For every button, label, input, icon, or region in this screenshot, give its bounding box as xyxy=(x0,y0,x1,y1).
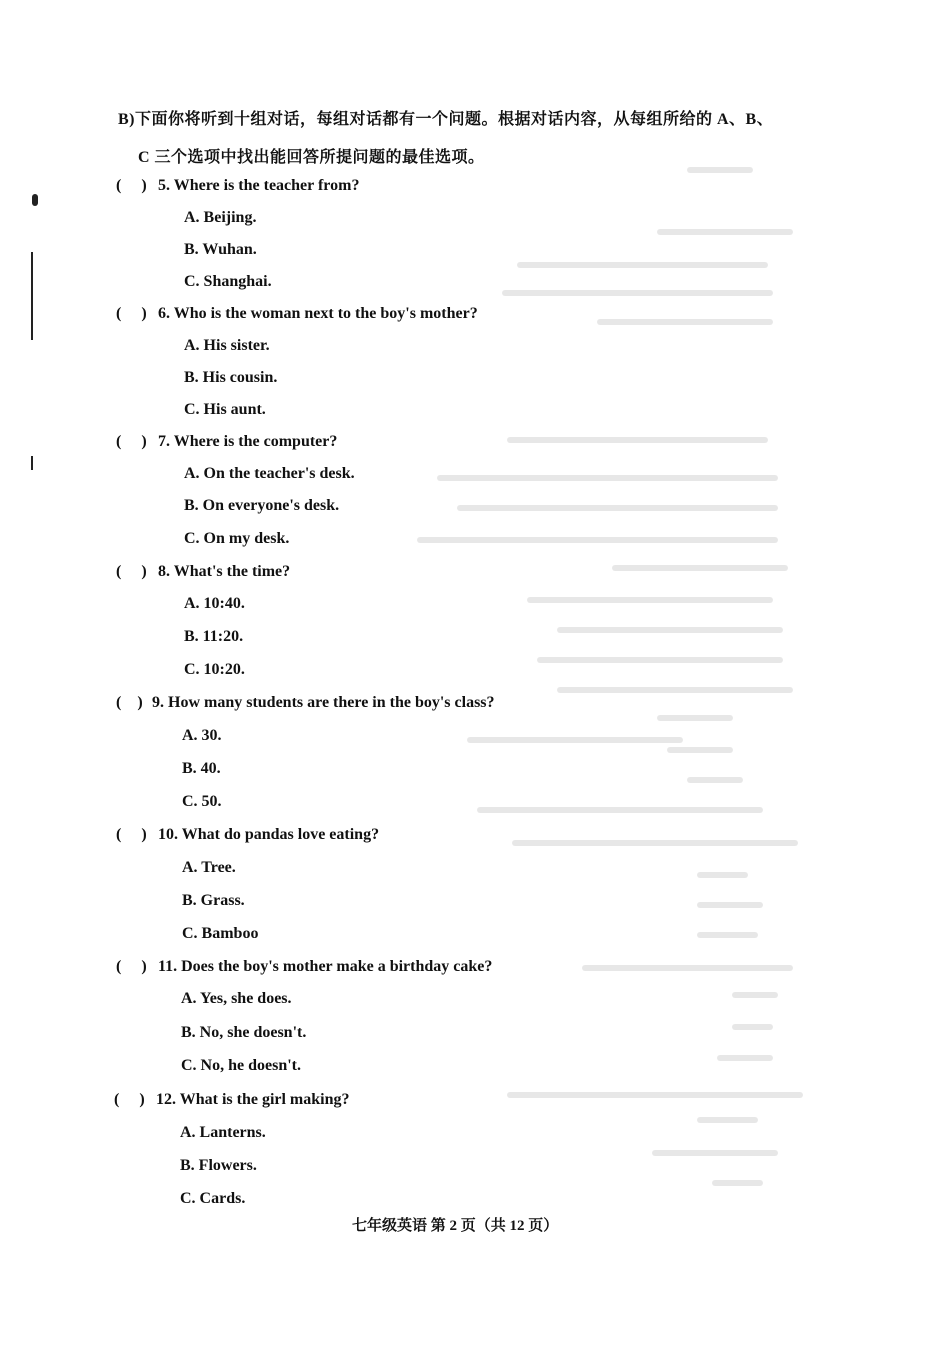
question-text: 9. How many students are there in the boy's class? xyxy=(152,694,495,711)
option-c: C. Shanghai. xyxy=(184,273,272,290)
option-c: C. No, he doesn't. xyxy=(181,1057,302,1074)
option-b: B. 11:20. xyxy=(184,628,244,645)
question-7 xyxy=(116,433,337,451)
option-c: C. Bamboo xyxy=(182,925,259,942)
question-text: 10. What do pandas love eating? xyxy=(158,826,380,843)
option-a: A. 30. xyxy=(182,727,222,744)
option-c: C. 10:20. xyxy=(184,661,245,678)
question-6 xyxy=(116,305,478,323)
option-a: A. On the teacher's desk. xyxy=(184,465,355,482)
option-a: A. Beijing. xyxy=(184,209,257,226)
option-c: C. On my desk. xyxy=(184,530,290,547)
option-b: B. Flowers. xyxy=(180,1157,257,1174)
page-footer: 七年级英语 第 2 页（共 12 页） xyxy=(352,1218,559,1234)
option-a: A. Tree. xyxy=(182,859,236,876)
scan-mark xyxy=(31,252,33,340)
answer-blank[interactable]: ( ) xyxy=(116,958,147,975)
instructions-line-2: C 三个选项中找出能回答所提问题的最佳选项。 xyxy=(138,149,485,166)
question-text: 12. What is the girl making? xyxy=(156,1091,350,1108)
question-text: 5. Where is the teacher from? xyxy=(158,177,360,194)
question-5 xyxy=(116,177,359,195)
option-b: B. On everyone's desk. xyxy=(184,497,340,514)
question-9 xyxy=(116,694,495,712)
option-b: B. 40. xyxy=(182,760,221,777)
answer-blank[interactable]: ( ) xyxy=(116,433,147,450)
answer-blank[interactable]: ( ) xyxy=(116,826,147,843)
option-b: B. Wuhan. xyxy=(184,241,257,258)
option-a: A. Yes, she does. xyxy=(181,990,292,1007)
answer-blank[interactable]: ( ) xyxy=(116,305,147,322)
question-text: 11. Does the boy's mother make a birthday cake? xyxy=(158,958,493,975)
instructions-line-1: B)下面你将听到十组对话，每组对话都有一个问题。根据对话内容，从每组所给的 A、B、 xyxy=(118,111,774,128)
answer-blank[interactable]: ( ) xyxy=(116,563,147,580)
scan-mark xyxy=(31,456,33,470)
question-11 xyxy=(116,958,492,976)
question-10 xyxy=(116,826,379,844)
question-text: 8. What's the time? xyxy=(158,563,291,580)
option-b: B. His cousin. xyxy=(184,369,278,386)
option-c: C. His aunt. xyxy=(184,401,266,418)
scan-mark xyxy=(32,194,38,206)
answer-blank[interactable]: ( ) xyxy=(114,1091,145,1108)
option-c: C. 50. xyxy=(182,793,222,810)
option-a: A. 10:40. xyxy=(184,595,245,612)
option-c: C. Cards. xyxy=(180,1190,246,1207)
answer-blank[interactable]: ( ) xyxy=(116,177,147,194)
answer-blank[interactable]: ( ) xyxy=(116,694,143,711)
question-8 xyxy=(116,563,290,581)
question-12 xyxy=(114,1091,350,1109)
option-b: B. No, she doesn't. xyxy=(181,1024,307,1041)
option-a: A. Lanterns. xyxy=(180,1124,266,1141)
question-text: 7. Where is the computer? xyxy=(158,433,338,450)
option-b: B. Grass. xyxy=(182,892,245,909)
option-a: A. His sister. xyxy=(184,337,270,354)
question-text: 6. Who is the woman next to the boy's mother? xyxy=(158,305,478,322)
